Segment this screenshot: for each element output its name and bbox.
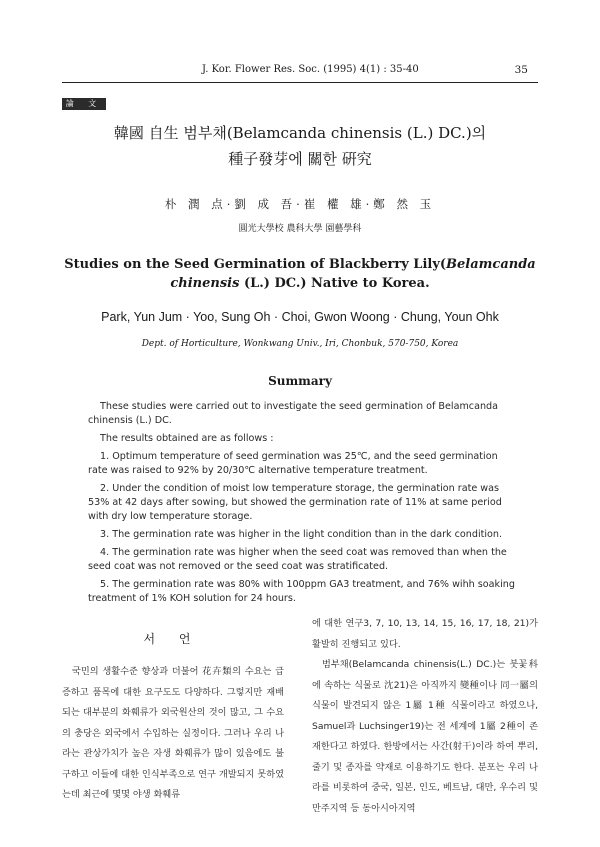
english-authors: Park, Yun Jum · Yoo, Sung Oh · Choi, Gwon Woong · Chung, Youn Ohk [101, 310, 499, 324]
page-header [62, 60, 538, 83]
running-head: J. Kor. Flower Res. Soc. (1995) 4(1) : 35-40 [202, 64, 419, 75]
summary-point-1: 1. Optimum temperature of seed germination was 25℃, and the seed germination rate was raised to 92% by 20/30℃ alternative temperature treatment. [88, 451, 498, 476]
korean-title-line1: 韓國 自生 범부채(Belamcanda chinensis (L.) DC.)의 [113, 124, 487, 142]
english-affiliation: Dept. of Horticulture, Wonkwang Univ., Iri, Chonbuk, 570-750, Korea [141, 339, 459, 349]
korean-affiliation: 圓光大學校 農科大學 園藝學科 [238, 224, 362, 234]
page-number: 35 [514, 64, 528, 76]
summary-heading: Summary [268, 374, 332, 388]
introduction-left-column [62, 662, 284, 806]
introduction-continuation: 에 대한 연구3, 7, 10, 13, 14, 15, 16, 17, 18, 21)가 활발히 진행되고 있다. [312, 618, 538, 650]
english-title-part2: (L.) DC.) Native to Korea. [239, 276, 430, 291]
introduction-right-column [312, 614, 538, 819]
english-title-genus: Belamcanda [446, 257, 536, 272]
summary-point-3: 3. The germination rate was higher in the light condition than in the dark condition. [100, 529, 503, 540]
english-title [40, 255, 560, 293]
summary-point-2: 2. Under the condition of moist low temperature storage, the germination rate was 53% at 42 days after sowing, but showed the germination rate of 11% at same period with dry low temperature storage. [88, 483, 502, 522]
summary-intro: These studies were carried out to investigate the seed germination of Belamcanda chinensis (L.) DC. [88, 401, 499, 426]
english-title-species: chinensis [170, 276, 240, 291]
introduction-paragraph-2: 범부채(Belamcanda chinensis(L.) DC.)는 붓꽃科에 속하는 식물로 沈21)은 아직까지 變種이나 同一屬의 식물이 발견되지 않은 1屬 1種 식물이라고 하였으나, Samuel과 Luchsinger19)는 전 세계에 1屬 2種이 존재한다고 하였다. 한방에서는 사간(射干)이라 하여 뿌리, 줄기 및 종자를 약재로 이용하기도 한다. 분포는 우리 나라를 비롯하여 중국, 일본, 인도, 베트남, 대만, 우수리 및 만주지역 등 동아시아지역 [312, 659, 538, 814]
summary-point-5: 5. The germination rate was 80% with 100ppm GA3 treatment, and 76% wihh soaking treatment of 1% KOH solution for 24 hours. [88, 579, 515, 604]
korean-authors: 朴 潤 点·劉 成 吾·崔 權 雄·鄭 然 玉 [164, 197, 436, 211]
english-title-part1: Studies on the Seed Germination of Blackberry Lily( [64, 257, 447, 272]
summary-results-lead: The results obtained are as follows : [100, 433, 274, 444]
summary-body [88, 400, 520, 610]
summary-point-4: 4. The germination rate was higher when the seed coat was removed than when the seed coat was not removed or the seed coat was stratificated. [88, 547, 507, 572]
introduction-heading: 서 언 [143, 632, 201, 646]
introduction-paragraph-1: 국민의 생활수준 향상과 더불어 花卉類의 수요는 급증하고 품목에 대한 요구도도 다양하다. 그렇지만 재배되는 대부분의 화훼류가 외국원산의 것이 많고, 그 수요의 충당은 외국에서 수입하는 실정이다. 그러나 우리 나라는 관상가치가 높은 자생 화훼류가 많이 있음에도 불구하고 이들에 대한 인식부족으로 연구 개발되지 못하였는데 최근에 몇몇 야생 화훼류 [62, 666, 284, 800]
article-type-label: 論 文 [62, 98, 106, 110]
korean-title-line2: 種子發芽에 關한 硏究 [228, 150, 372, 168]
